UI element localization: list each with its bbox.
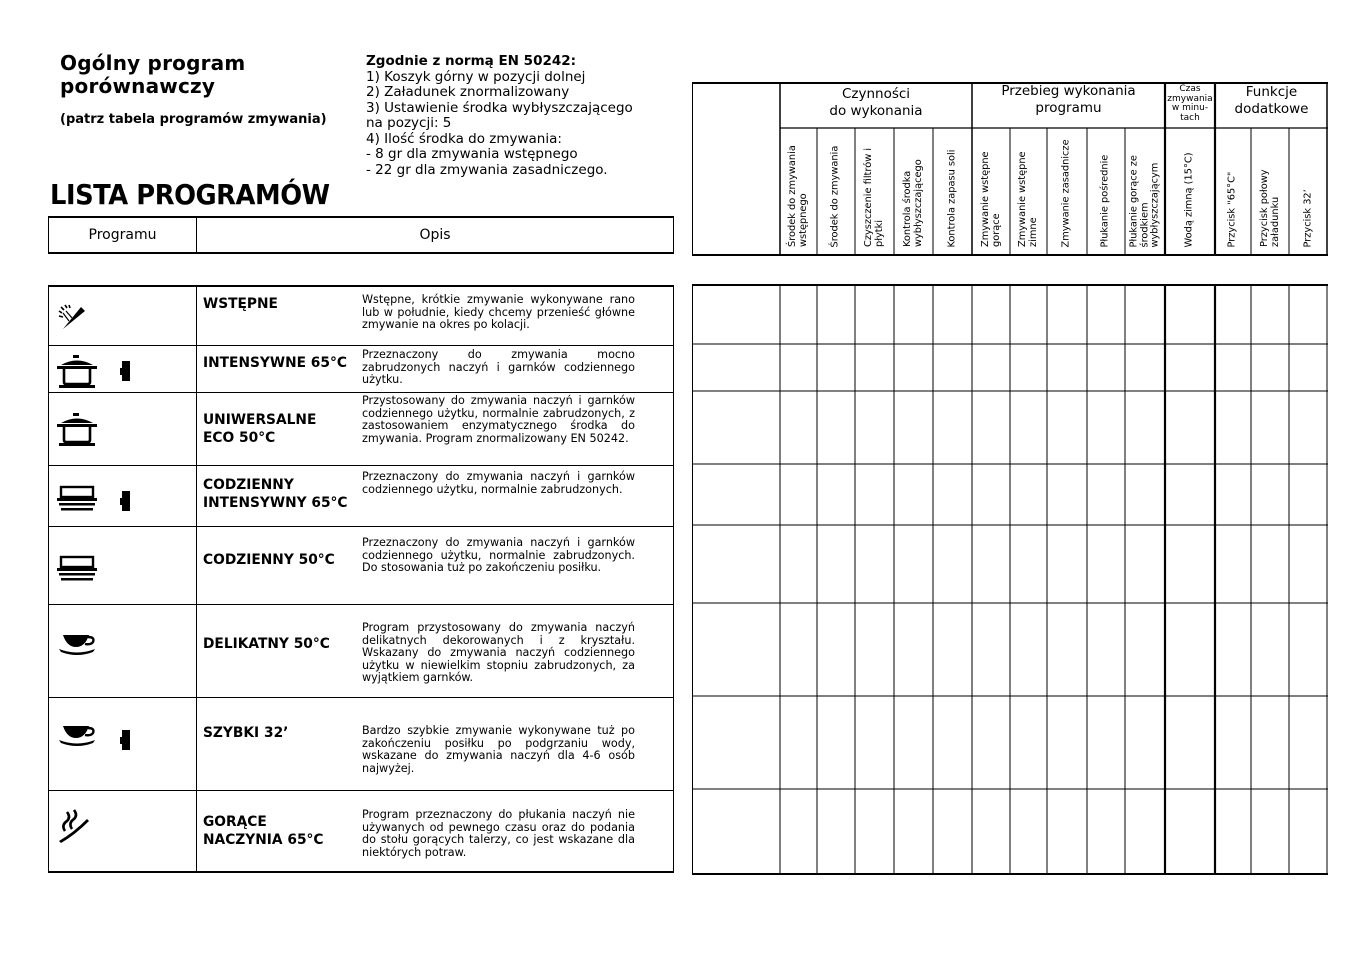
- group-label-line: dodatkowe: [1234, 101, 1309, 117]
- column-header-line: Czyszczenie filtrów i: [863, 147, 874, 247]
- column-header-phase: [864, 127, 885, 247]
- program-name-line: DELIKATNY 50°C: [203, 636, 330, 652]
- pot-icon: [55, 353, 99, 393]
- program-description: Przeznaczony do zmywania naczyń i garnków codziennego użytku, normalnie zabrudzonych.: [362, 470, 635, 496]
- condition-line: na pozycji: 5: [366, 116, 452, 131]
- program-table: [48, 285, 674, 873]
- program-name: [203, 724, 288, 742]
- group-label-line: Przebieg wykonania: [1001, 83, 1136, 99]
- group-label-line: Czynności: [841, 86, 911, 102]
- group-label-line: tach: [1180, 112, 1200, 123]
- condition-line: 4) Ilość środka do zmywania:: [366, 131, 562, 147]
- table-row: [49, 527, 673, 605]
- table-row: [49, 287, 673, 346]
- page-subtitle: (patrz tabela programów zmywania): [60, 112, 327, 127]
- program-name-line: WSTĘPNE: [203, 296, 278, 312]
- prewash-spray-icon: [55, 299, 91, 339]
- program-name-line: ECO 50°C: [203, 430, 276, 446]
- program-name-line: UNIWERSALNE: [203, 412, 317, 428]
- column-header-line: Płukanie pośrednie: [1099, 154, 1111, 247]
- column-header-phase: [947, 127, 958, 247]
- condition-line: 2) Załadunek znormalizowany: [366, 85, 570, 100]
- column-header-line: Zmywanie wstępne: [1017, 151, 1028, 247]
- plates-icon: [55, 553, 99, 587]
- table-row: [49, 698, 673, 791]
- group-label-line: w minu-: [1171, 103, 1209, 113]
- program-name-line: CODZIENNY 50°C: [203, 552, 335, 568]
- program-name: [203, 551, 335, 569]
- row-divider: [196, 605, 197, 697]
- group-label-line: Funkcje: [1245, 84, 1298, 100]
- program-description: Wstępne, krótkie zmywanie wykonywane rano lub w południe, kiedy chcemy przenieść główne zmywanie na okres po kolacji.: [362, 293, 635, 332]
- conditions-heading: Zgodnie z normą EN 50242:: [366, 53, 577, 69]
- program-name-line: INTENSYWNY 65°C: [203, 495, 348, 511]
- column-header-description: Opis: [419, 227, 451, 243]
- cup-icon: [55, 631, 99, 663]
- row-divider: [196, 393, 197, 465]
- program-name: [203, 295, 278, 313]
- column-header-line: wybłyszczającego: [912, 159, 924, 247]
- row-divider: [196, 287, 197, 345]
- program-phases-grid: [692, 82, 1328, 874]
- table-row: [49, 393, 673, 466]
- column-header-phase: [1228, 127, 1239, 247]
- program-name-line: NACZYNIA 65°C: [203, 832, 324, 848]
- group-header-progress: [972, 83, 1165, 117]
- column-header-line: Przycisk połowy: [1258, 169, 1270, 247]
- program-description: Przystosowany do zmywania naczyń i garnków codziennego użytku, normalnie zabrudzonych, z zastosowaniem enzymatycznego środka do zmywania. Program znormalizowany EN 50242.: [362, 394, 635, 445]
- column-header-phase: [788, 127, 809, 247]
- column-header-line: Przycisk 32’: [1302, 188, 1314, 247]
- program-description: Bardzo szybkie zmywanie wykonywane tuż po zakończeniu posiłku po podgrzaniu wody, wskazane do zmywania naczyń dla 4-6 osób najwyżej.: [362, 724, 635, 775]
- plates-icon: [55, 483, 99, 517]
- program-description: Program przeznaczony do płukania naczyń nie używanych od pewnego czasu oraz do podania do stołu gorących talerzy, co jest wskazane dla niektórych potraw.: [362, 808, 635, 859]
- test-conditions: [366, 54, 666, 178]
- table-row: [49, 346, 673, 393]
- program-name-line: GORĄCE: [203, 814, 267, 830]
- column-header-line: środkiem: [1138, 201, 1150, 247]
- group-label-line: zmywania: [1167, 93, 1213, 104]
- group-label-line: do wykonania: [829, 103, 923, 119]
- program-name-line: CODZIENNY: [203, 477, 294, 493]
- column-header-line: Środek do zmywania: [787, 145, 798, 247]
- pot-icon: [55, 411, 99, 451]
- column-header-line: zimne: [1027, 217, 1039, 247]
- column-header-phase: [981, 127, 1002, 247]
- column-header-line: Środek do zmywania: [829, 145, 841, 247]
- column-header-phase: [1185, 127, 1196, 247]
- column-header-phase: [1260, 127, 1281, 247]
- title-line-2: porównawczy: [60, 74, 216, 98]
- condition-line: - 8 gr dla zmywania wstępnego: [366, 147, 578, 162]
- program-name-line: INTENSYWNE 65°C: [203, 355, 347, 371]
- half-load-icon: [119, 728, 131, 756]
- page-title: [60, 52, 245, 98]
- row-divider: [196, 698, 197, 790]
- column-header-line: Zmywanie zasadnicze: [1060, 138, 1072, 247]
- condition-line: 3) Ustawienie środka wybłyszczającego: [366, 100, 633, 116]
- row-divider: [196, 346, 197, 392]
- row-divider: [196, 527, 197, 604]
- column-header-phase: [1129, 127, 1161, 247]
- column-header-line: płytki: [873, 219, 885, 247]
- table-row: [49, 466, 673, 527]
- column-header-line: Zmywanie wstępne: [979, 151, 991, 247]
- column-header-line: Kontrola środka: [902, 170, 913, 247]
- column-header-line: załadunku: [1269, 196, 1280, 247]
- group-header-functions: [1215, 84, 1328, 118]
- row-divider: [196, 466, 197, 526]
- column-header-line: gorące: [990, 213, 1001, 247]
- row-divider: [196, 791, 197, 873]
- program-name: [203, 411, 316, 447]
- column-header-phase: [1303, 127, 1314, 247]
- group-label-line: Czas: [1179, 84, 1201, 94]
- group-header-tasks: [780, 86, 972, 120]
- program-name: [203, 635, 330, 653]
- program-name-line: SZYBKI 32’: [203, 725, 289, 741]
- column-header-line: Płukanie gorące ze: [1128, 154, 1140, 247]
- program-list-title: LISTA PROGRAMÓW: [50, 178, 330, 211]
- half-load-icon: [119, 359, 131, 387]
- hot-steam-icon: [55, 807, 95, 851]
- column-header-line: Wodą zimną (15°C): [1183, 151, 1195, 247]
- column-header-line: Przycisk "65°C": [1226, 171, 1238, 247]
- table-row: [49, 791, 673, 873]
- program-name: [203, 476, 348, 512]
- table-row: [49, 605, 673, 698]
- condition-line: - 22 gr dla zmywania zasadniczego.: [366, 162, 608, 178]
- column-header-phase: [1018, 127, 1039, 247]
- program-name: [203, 354, 347, 372]
- column-header-line: wybłyszczającym: [1149, 162, 1161, 247]
- column-header-program: Programu: [49, 218, 197, 252]
- condition-line: 1) Koszyk górny w pozycji dolnej: [366, 69, 586, 85]
- column-header-phase: [1101, 127, 1112, 247]
- program-description: Przeznaczony do zmywania mocno zabrudzonych naczyń i garnków codziennego użytku.: [362, 348, 635, 387]
- cup-icon: [55, 722, 99, 754]
- column-header-phase: [903, 127, 924, 247]
- group-header-time: [1165, 85, 1215, 123]
- program-description: Przeznaczony do zmywania naczyń i garnków codziennego użytku, normalnie zabrudzonych. Do stosowania tuż po zakończeniu posiłku.: [362, 536, 635, 575]
- group-label-line: programu: [1035, 100, 1102, 116]
- column-header-line: Kontrola zapasu soli: [946, 149, 958, 247]
- program-description: Program przystosowany do zmywania naczyń delikatnych dekorowanych i z kryształu. Wskazany do zmywania naczyń codziennego użytku w niewielkim stopniu zabrudzonych, za wyjątkiem garnków.: [362, 621, 635, 685]
- column-header-phase: [831, 127, 842, 247]
- title-line-1: Ogólny program: [60, 51, 246, 75]
- program-table-header: [48, 216, 674, 254]
- half-load-icon: [119, 489, 131, 517]
- column-header-line: wstępnego: [797, 193, 809, 247]
- program-name: [203, 813, 324, 849]
- column-header-phase: [1062, 127, 1073, 247]
